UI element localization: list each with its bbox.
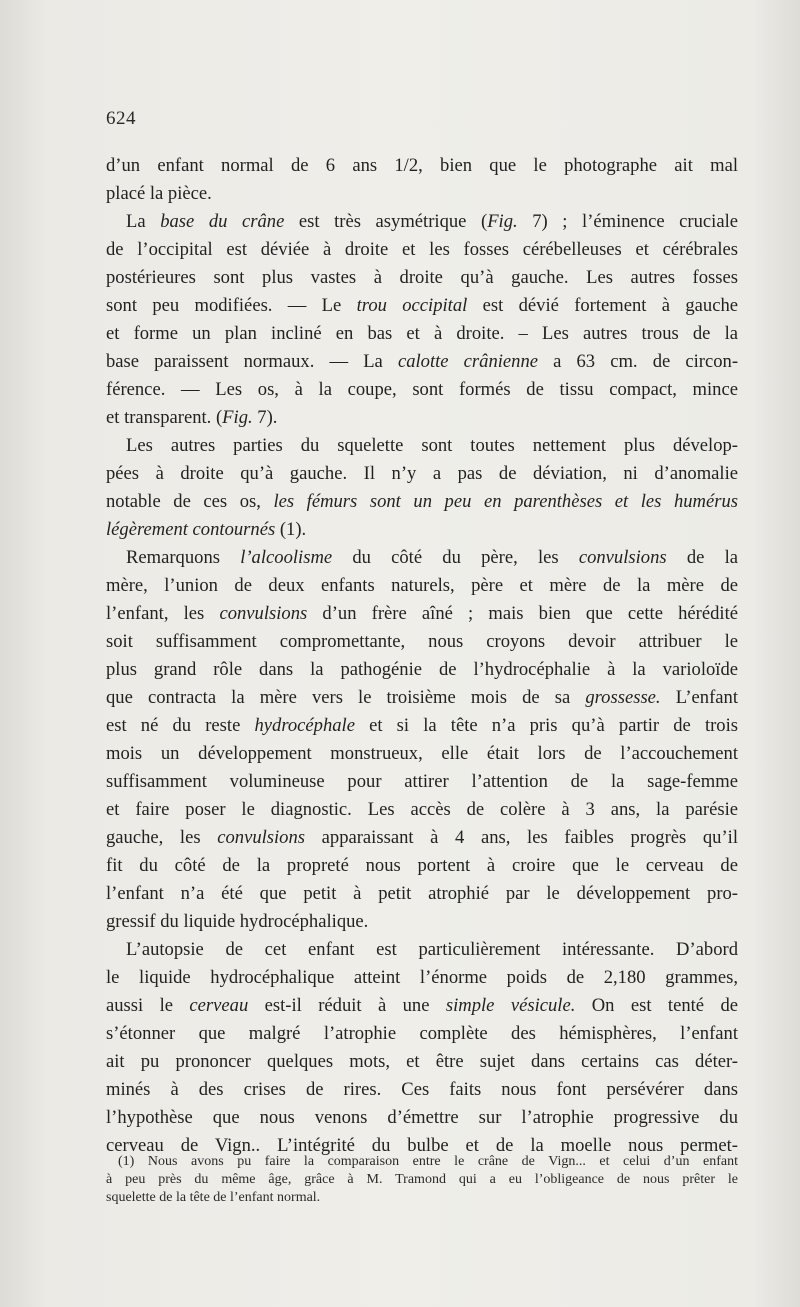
text-line	[106, 964, 738, 992]
text-segment: l’hypothèse que nous venons d’émettre sur l’atrophie progressive du	[106, 1107, 738, 1128]
italic-phrase: cerveau	[189, 995, 249, 1016]
text-line	[106, 180, 738, 208]
text-segment: gressif du liquide hydrocéphalique.	[106, 911, 369, 932]
text-segment: L’enfant	[660, 687, 738, 708]
text-segment: pées à droite qu’à gauche. Il n’y a pas de déviation, ni d’anomalie	[106, 463, 738, 484]
text-segment: est dévié fortement à gauche	[467, 295, 739, 316]
text-segment: de l’occipital est déviée à droite et les fosses cérébelleuses et cérébrales	[106, 239, 738, 260]
italic-phrase: grossesse.	[585, 687, 661, 708]
text-line	[106, 572, 738, 600]
text-segment: base paraissent normaux. — La	[106, 351, 398, 372]
text-line	[106, 236, 738, 264]
body-text	[106, 152, 738, 1160]
text-line	[106, 824, 738, 852]
text-segment: a 63 cm. de circon-	[538, 351, 739, 372]
text-segment: et si la tête n’a pris qu’à partir de trois	[354, 715, 738, 736]
text-segment: placé la pièce.	[106, 183, 212, 204]
italic-phrase: base du crâne	[160, 211, 285, 232]
text-segment: apparaissant à 4 ans, les faibles progrès qu’il	[305, 827, 739, 848]
text-line	[106, 796, 738, 824]
text-line	[106, 348, 738, 376]
text-segment: du côté du père, les	[332, 547, 579, 568]
footnote-line: à peu près du même âge, grâce à M. Tramond qui a eu l’obligeance de nous prêter le	[106, 1172, 738, 1187]
text-line	[106, 1104, 738, 1132]
text-segment: Remarquons	[126, 547, 241, 568]
text-segment: sont peu modifiées. — Le	[106, 295, 357, 316]
italic-phrase: Fig.	[487, 211, 518, 232]
text-line	[106, 152, 738, 180]
text-segment: postérieures sont plus vastes à droite qu’à gauche. Les autres fosses	[106, 267, 738, 288]
italic-phrase: trou occipital	[356, 295, 468, 316]
text-line	[106, 376, 738, 404]
text-line	[106, 488, 738, 516]
text-line	[106, 600, 738, 628]
text-segment: que contracta la mère vers le troisième mois de sa	[106, 687, 586, 708]
italic-phrase: hydrocéphale	[254, 715, 355, 736]
text-line	[106, 992, 738, 1020]
text-segment: suffisamment volumineuse pour attirer l’attention de la sage-femme	[106, 771, 738, 792]
text-line	[106, 264, 738, 292]
text-segment: On est tenté de	[575, 995, 739, 1016]
footnote-line: squelette de la tête de l’enfant normal.	[106, 1190, 321, 1205]
text-line	[106, 1076, 738, 1104]
footnote-line: (1) Nous avons pu faire la comparaison entre le crâne de Vign... et celui d’un enfant	[118, 1154, 738, 1169]
text-segment: notable de ces os,	[106, 491, 274, 512]
text-line	[106, 208, 738, 236]
text-segment: et faire poser le diagnostic. Les accès de colère à 3 ans, la parésie	[106, 799, 738, 820]
text-segment: est-il réduit à une	[248, 995, 446, 1016]
italic-phrase: convulsions	[219, 603, 308, 624]
text-line	[106, 1020, 738, 1048]
text-line	[106, 460, 738, 488]
text-segment: minés à des crises de rires. Ces faits nous font persévérer dans	[106, 1079, 738, 1100]
text-line	[106, 656, 738, 684]
text-segment: est très asymétrique (	[284, 211, 488, 232]
text-segment: soit suffisamment compromettante, nous croyons devoir attribuer le	[106, 631, 738, 652]
text-line	[106, 684, 738, 712]
text-line	[106, 712, 738, 740]
text-line	[106, 544, 738, 572]
italic-phrase: convulsions	[578, 547, 667, 568]
text-segment: s’étonner que malgré l’atrophie complète des hémisphères, l’enfant	[106, 1023, 738, 1044]
text-segment: le liquide hydrocéphalique atteint l’énorme poids de 2,180 grammes,	[106, 967, 738, 988]
text-segment: (1).	[275, 519, 307, 540]
text-segment: et forme un plan incliné en bas et à droite. – Les autres trous de la	[106, 323, 738, 344]
text-line	[106, 432, 738, 460]
text-segment: Les autres parties du squelette sont toutes nettement plus dévelop-	[126, 435, 738, 456]
text-line	[106, 292, 738, 320]
text-line	[106, 740, 738, 768]
text-segment: gauche, les	[106, 827, 218, 848]
page-number: 624	[106, 108, 136, 129]
text-line	[106, 404, 738, 432]
italic-phrase: légèrement contournés	[106, 519, 276, 540]
text-segment: et transparent. (	[106, 407, 223, 428]
italic-phrase: l’alcoolisme	[240, 547, 333, 568]
text-line	[106, 1048, 738, 1076]
italic-phrase: Fig.	[222, 407, 253, 428]
text-segment: La	[126, 211, 161, 232]
text-segment: l’enfant, les	[106, 603, 220, 624]
text-line	[106, 516, 738, 544]
text-line	[106, 908, 738, 936]
text-line	[106, 852, 738, 880]
text-segment: mère, l’union de deux enfants naturels, père et mère de la mère de	[106, 575, 738, 596]
text-segment: 7).	[252, 407, 278, 428]
text-segment: aussi le	[106, 995, 190, 1016]
text-segment: L’autopsie de cet enfant est particulièrement intéressante. D’abord	[126, 939, 738, 960]
footnote	[106, 1153, 738, 1207]
text-segment: férence. — Les os, à la coupe, sont formés de tissu compact, mince	[106, 379, 738, 400]
text-segment: mois un développement monstrueux, elle était lors de l’accouchement	[106, 743, 738, 764]
text-segment: cerveau de Vign.. L’intégrité du bulbe et de la moelle nous permet-	[106, 1135, 738, 1156]
text-segment: de la	[666, 547, 739, 568]
text-line	[106, 768, 738, 796]
text-segment: 7) ; l’éminence cruciale	[517, 211, 739, 232]
italic-phrase: convulsions	[217, 827, 306, 848]
text-segment: d’un frère aîné ; mais bien que cette hérédité	[307, 603, 738, 624]
text-segment: fit du côté de la propreté nous portent à croire que le cerveau de	[106, 855, 738, 876]
text-line	[106, 628, 738, 656]
italic-phrase: les fémurs sont un peu en parenthèses et les humérus	[273, 491, 739, 512]
text-line	[106, 880, 738, 908]
italic-phrase: calotte crânienne	[397, 351, 539, 372]
text-line	[106, 936, 738, 964]
text-segment: plus grand rôle dans la pathogénie de l’hydrocéphalie à la varioloïde	[106, 659, 738, 680]
text-segment: est né du reste	[106, 715, 255, 736]
text-segment: l’enfant n’a été que petit à petit atrophié par le développement pro-	[106, 883, 738, 904]
text-segment: d’un enfant normal de 6 ans 1/2, bien que le photographe ait mal	[106, 155, 738, 176]
italic-phrase: simple vésicule.	[445, 995, 576, 1016]
text-segment: ait pu prononcer quelques mots, et être sujet dans certains cas déter-	[106, 1051, 738, 1072]
text-line	[106, 320, 738, 348]
